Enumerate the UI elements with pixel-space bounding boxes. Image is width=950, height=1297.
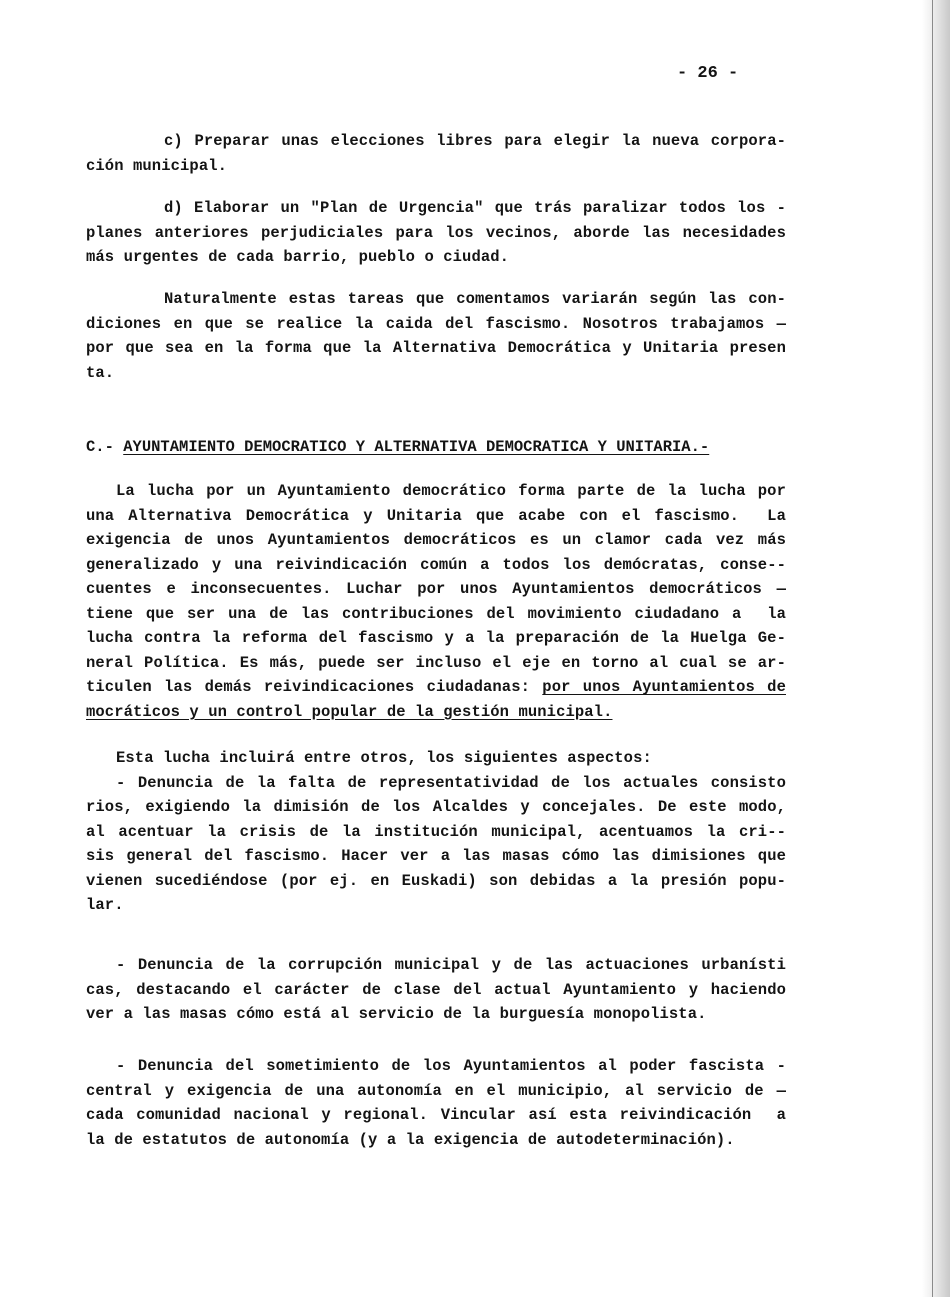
page-edge-line — [932, 0, 933, 1297]
text-line: c) Preparar unas elecciones libres para elegir la nueva corpora- — [164, 132, 786, 150]
text-line: sis general del fascismo. Hacer ver a las masas cómo las dimisiones que — [86, 847, 786, 865]
text-line: rios, exigiendo la dimisión de los Alcaldes y concejales. De este modo, — [86, 798, 786, 816]
paragraph-naturalmente — [86, 287, 786, 385]
text-line: d) Elaborar un "Plan de Urgencia" que trás paralizar todos los - — [164, 199, 786, 217]
text-line: exigencia de unos Ayuntamientos democráticos es un clamor cada vez más — [86, 531, 786, 549]
text-line-underlined — [86, 700, 786, 725]
text-plain: ticulen las demás reivindicaciones ciudadanas: — [86, 678, 543, 696]
text-line: neral Política. Es más, puede ser incluso el eje en torno al cual se ar- — [86, 653, 786, 672]
text-line: ta. — [86, 363, 115, 382]
page-number: - 26 - — [677, 64, 739, 83]
text-line: generalizado y una reivindicación común a todos los demócratas, conse-- — [86, 555, 786, 574]
text-line: ción municipal. — [86, 156, 228, 175]
text-line: lucha contra la reforma del fascismo y a la preparación de la Huelga Ge- — [86, 629, 786, 647]
text-line: más urgentes de cada barrio, pueblo o ciudad. — [86, 248, 510, 266]
text-line: cas, destacando el carácter de clase del actual Ayuntamiento y haciendo — [86, 980, 786, 999]
section-heading-title: AYUNTAMIENTO DEMOCRATICO Y ALTERNATIVA DEMOCRATICA Y UNITARIA.- — [123, 438, 710, 456]
text-line: - Denuncia de la falta de representatividad de los actuales consisto — [116, 773, 786, 792]
text-line: Naturalmente estas tareas que comentamos variarán según las con- — [164, 290, 786, 308]
text-line: - Denuncia de la corrupción municipal y de las actuaciones urbanísti — [116, 956, 786, 974]
text-underlined: mocráticos y un control popular de la gestión municipal. — [86, 702, 613, 721]
paragraph-sometimiento — [86, 1054, 786, 1152]
text-line: diciones en que se realice la caida del fascismo. Nosotros trabajamos — — [86, 314, 786, 333]
text-line: vienen sucediéndose (por ej. en Euskadi) son debidas a la presión popu- — [86, 871, 786, 890]
text-line: lar. — [86, 896, 124, 914]
paragraph-d — [86, 196, 786, 270]
text-line: La lucha por un Ayuntamiento democrático forma parte de la lucha por — [116, 482, 786, 500]
section-heading — [86, 438, 709, 456]
text-line: tiene que ser una de las contribuciones del movimiento ciudadano a la — [86, 604, 786, 623]
page-edge-shadow — [922, 0, 950, 1297]
text-line: planes anteriores perjudiciales para los vecinos, aborde las necesidades — [86, 223, 786, 242]
text-line: la de estatutos de autonomía (y a la exigencia de autodeterminación). — [86, 1130, 735, 1149]
text-line-mixed — [86, 675, 786, 700]
text-line: al acentuar la crisis de la institución municipal, acentuamos la cri-- — [86, 822, 786, 841]
paragraph-corrupcion — [86, 953, 786, 1027]
text-line: una Alternativa Democrática y Unitaria que acabe con el fascismo. La — [86, 506, 786, 525]
text-line: ver a las masas cómo está al servicio de la burguesía monopolista. — [86, 1005, 707, 1023]
paragraph-lucha — [86, 479, 786, 724]
text-line: - Denuncia del sometimiento de los Ayuntamientos al poder fascista - — [116, 1057, 786, 1075]
text-line: Esta lucha incluirá entre otros, los siguientes aspectos: — [116, 749, 652, 767]
section-heading-prefix: C.- — [86, 438, 124, 456]
text-line: central y exigencia de una autonomía en el municipio, al servicio de — — [86, 1081, 786, 1100]
paragraph-c — [86, 129, 786, 178]
text-line: cada comunidad nacional y regional. Vincular así esta reivindicación a — [86, 1106, 786, 1124]
paragraph-aspectos — [86, 746, 786, 918]
text-underlined: por unos Ayuntamientos de — [542, 678, 786, 696]
text-line: cuentes e inconsecuentes. Luchar por unos Ayuntamientos democráticos — — [86, 580, 786, 598]
text-line: por que sea en la forma que la Alternativa Democrática y Unitaria presen — [86, 339, 786, 357]
